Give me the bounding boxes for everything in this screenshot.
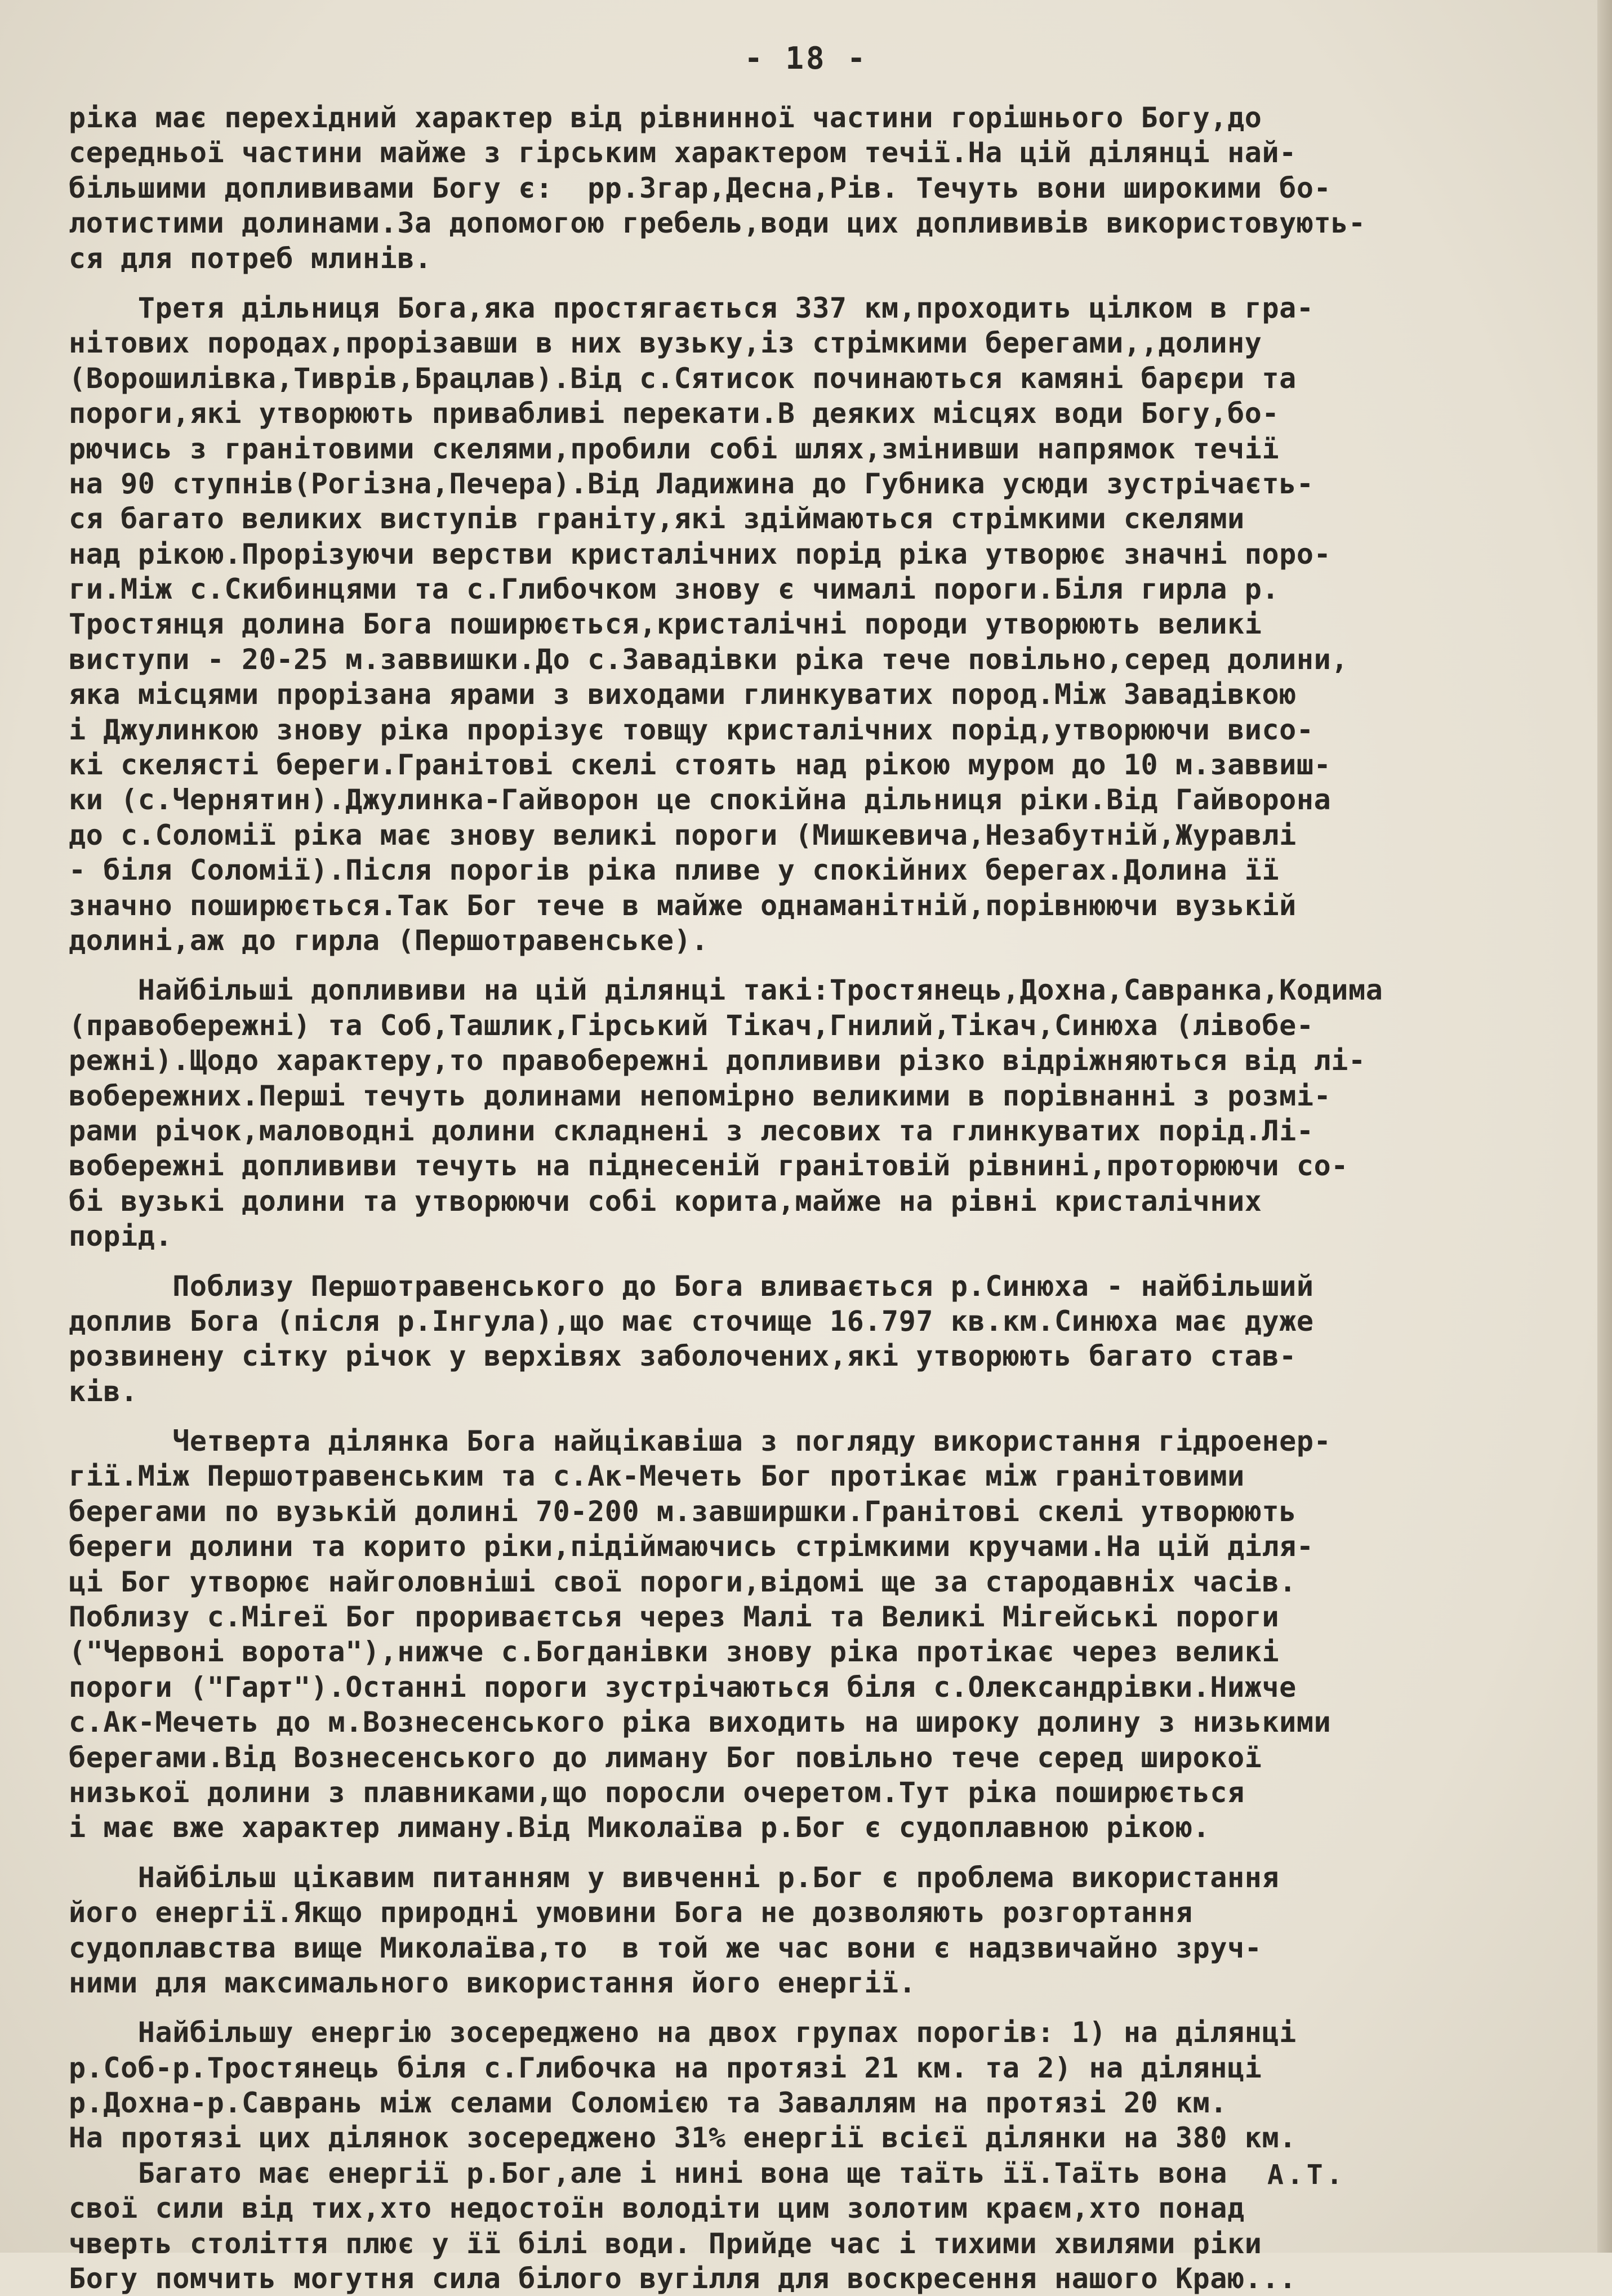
text-line: (Ворошилівка,Тиврів,Брацлав).Від с.Сятисок починаються камяні барєри та <box>69 362 1297 395</box>
text-line: його енергії.Якщо природні умовини Бога не дозволяють розгортання <box>69 1896 1193 1929</box>
paragraph <box>69 1424 1556 1845</box>
text-line: порід. <box>69 1220 173 1253</box>
text-line: ки (с.Чернятин).Джулинка-Гайворон це спокійна дільниця ріки.Від Гайворона <box>69 783 1332 817</box>
page-edge <box>1597 0 1612 2253</box>
paragraph <box>69 973 1556 1254</box>
text-line: (правобережні) та Соб,Ташлик,Гірський Тікач,Гнилий,Тікач,Синюха (лівобе- <box>69 1009 1314 1042</box>
text-line: рами річок,маловодні долини складнені з лесових та глинкуватих порід.Лі- <box>69 1114 1314 1147</box>
text-line: долині,аж до гирла (Першотравенське). <box>69 924 709 957</box>
text-line: нітових породах,прорізавши в них вузьку,із стрімкими берегами,,долину <box>69 327 1262 360</box>
text-line: лотистими долинами.За допомогою гребель,води цих доплививів використовують- <box>69 207 1366 240</box>
text-line: р.Дохна-р.Саврань між селами Соломією та Заваллям на протязі 20 км. <box>69 2087 1228 2120</box>
text-line: пороги,які утворюють привабливі перекати.В деяких місцях води Богу,бо- <box>69 397 1280 430</box>
paragraph <box>69 2015 1556 2296</box>
text-line: ці Бог утворює найголовніші свої пороги,відомі ще за стародавніх часів. <box>69 1565 1297 1598</box>
text-line: на 90 ступнів(Рогізна,Печера).Від Ладижина до Губника усюди зустрічаєть- <box>69 467 1314 500</box>
text-line: берегами.Від Вознесенського до лиману Бог повільно тече серед широкої <box>69 1741 1262 1774</box>
text-line: рючись з гранітовими скелями,пробили собі шлях,змінивши напрямок течії <box>69 432 1280 465</box>
text-line: Третя дільниця Бога,яка простягається 337 км,проходить цілком в гра- <box>69 291 1314 324</box>
paragraph <box>69 1860 1556 2001</box>
text-line: Найбільш цікавим питанням у вивченні р.Бог є проблема використання <box>69 1861 1280 1894</box>
text-line: і Джулинкою знову ріка прорізує товщу кристалічних порід,утворюючи висо- <box>69 713 1314 746</box>
text-line: Поблизу с.Мігеї Бог прориваєтсья через Малі та Великі Мігейські пороги <box>69 1600 1280 1634</box>
text-line: ся для потреб млинів. <box>69 242 432 275</box>
paragraph <box>69 1269 1556 1410</box>
author-initials: А.Т. <box>1267 2159 1346 2191</box>
text-line: пороги ("Гарт").Останні пороги зустрічаються біля с.Олександрівки.Нижче <box>69 1670 1297 1704</box>
text-line: режні).Щодо характеру,то правобережні доплививи різко відріжняються від лі- <box>69 1044 1366 1077</box>
text-line: кі скелясті береги.Гранітові скелі стоять над рікою муром до 10 м.заввиш- <box>69 748 1332 782</box>
text-line: чверть століття плює у її білі води. Прийде час і тихими хвилями ріки <box>69 2227 1262 2260</box>
text-line: значно поширюється.Так Бог тече в майже однаманітній,порівнюючи вузькій <box>69 889 1297 922</box>
text-line: ся багато великих виступів граніту,які здіймаються стрімкими скелями <box>69 502 1245 536</box>
text-line: вобережні доплививи течуть на піднесеній гранітовій рівнині,проторюючи со- <box>69 1149 1348 1183</box>
text-line: Найбільшу енергію зосереджено на двох групах порогів: 1) на ділянці <box>69 2016 1297 2049</box>
text-line: судоплавства вище Миколаїва,то в той же час вони є надзвичайно зруч- <box>69 1931 1262 1964</box>
text-line: гії.Між Першотравенським та с.Ак-Мечеть Бог протікає між гранітовими <box>69 1460 1245 1493</box>
text-line: с.Ак-Мечеть до м.Вознесенського ріка виходить на широку долину з низькими <box>69 1706 1332 1739</box>
text-line: вобережних.Перші течуть долинами непомірно великими в порівнанні з розмі- <box>69 1079 1332 1112</box>
text-line: р.Соб-р.Тростянець біля с.Глибочка на протязі 21 км. та 2) на ділянці <box>69 2051 1262 2084</box>
text-line: Тростянця долина Бога поширюється,кристалічні породи утворюють великі <box>69 608 1262 641</box>
text-line: Багато має енергії р.Бог,але і нині вона ще таїть її.Таїть вона <box>69 2156 1228 2190</box>
text-line: до с.Соломії ріка має знову великі пороги (Мишкевича,Незабутній,Журавлі <box>69 818 1297 851</box>
text-line: виступи - 20-25 м.заввишки.До с.Завадівки ріка тече повільно,серед долини, <box>69 643 1348 676</box>
text-line: ків. <box>69 1375 138 1408</box>
document-body <box>69 100 1556 2296</box>
text-line: бі вузькі долини та утворюючи собі корита,майже на рівні кристалічних <box>69 1184 1262 1218</box>
text-line: Поблизу Першотравенського до Бога вливається р.Синюха - найбільший <box>69 1269 1314 1303</box>
text-line: і має вже характер лиману.Від Миколаїва р.Бог є судоплавною рікою. <box>69 1811 1210 1844</box>
text-line: - біля Соломії).Після порогів ріка пливе у спокійних берегах.Долина її <box>69 854 1280 887</box>
paragraph <box>69 291 1556 958</box>
text-line: ріка має перехідний характер від рівнинної частини горішнього Богу,до <box>69 101 1262 134</box>
text-line: ги.Між с.Скибинцями та с.Глибочком знову є чималі пороги.Біля гирла р. <box>69 573 1280 606</box>
text-line: більшими доплививами Богу є: рр.Згар,Десна,Рів. Течуть вони широкими бо- <box>69 171 1332 204</box>
text-line: свої сили від тих,хто недостоїн володіти цим золотим краєм,хто понад <box>69 2192 1245 2225</box>
text-line: ("Червоні ворота"),нижче с.Богданівки знову ріка протікає через великі <box>69 1635 1280 1669</box>
text-line: На протязі цих ділянок зосереджено 31% енергії всієї ділянки на 380 км. <box>69 2121 1297 2155</box>
paragraph <box>69 100 1556 276</box>
text-line: середньої частини майже з гірським характером течії.На цій ділянці най- <box>69 136 1297 170</box>
text-line: Богу помчить могутня сила білого вугілля для воскресення нашого Краю... <box>69 2262 1297 2295</box>
page-number: - 18 - <box>744 41 868 76</box>
text-line: Четверта ділянка Бога найцікавіша з погляду використання гідроенер- <box>69 1425 1332 1458</box>
text-line: над рікою.Прорізуючи верстви кристалічних порід ріка утворює значні поро- <box>69 537 1332 570</box>
text-line: низької долини з плавниками,що поросли очеретом.Тут ріка поширюється <box>69 1776 1245 1809</box>
text-line: Найбільші доплививи на цій ділянці такі:Тростянець,Дохна,Савранка,Кодима <box>69 974 1383 1007</box>
text-line: ними для максимального використання його енергії. <box>69 1966 916 1999</box>
text-line: яка місцями прорізана ярами з виходами глинкуватих пород.Між Завадівкою <box>69 678 1297 711</box>
text-line: розвинену сітку річок у верхівях заболочених,які утворюють багато став- <box>69 1340 1297 1373</box>
text-line: берегами по вузькій долині 70-200 м.завширшки.Гранітові скелі утворюють <box>69 1495 1297 1528</box>
text-line: береги долини та корито ріки,підіймаючись стрімкими кручами.На цій діля- <box>69 1530 1314 1563</box>
text-line: доплив Бога (після р.Інгула),що має сточище 16.797 кв.км.Синюха має дуже <box>69 1304 1314 1338</box>
